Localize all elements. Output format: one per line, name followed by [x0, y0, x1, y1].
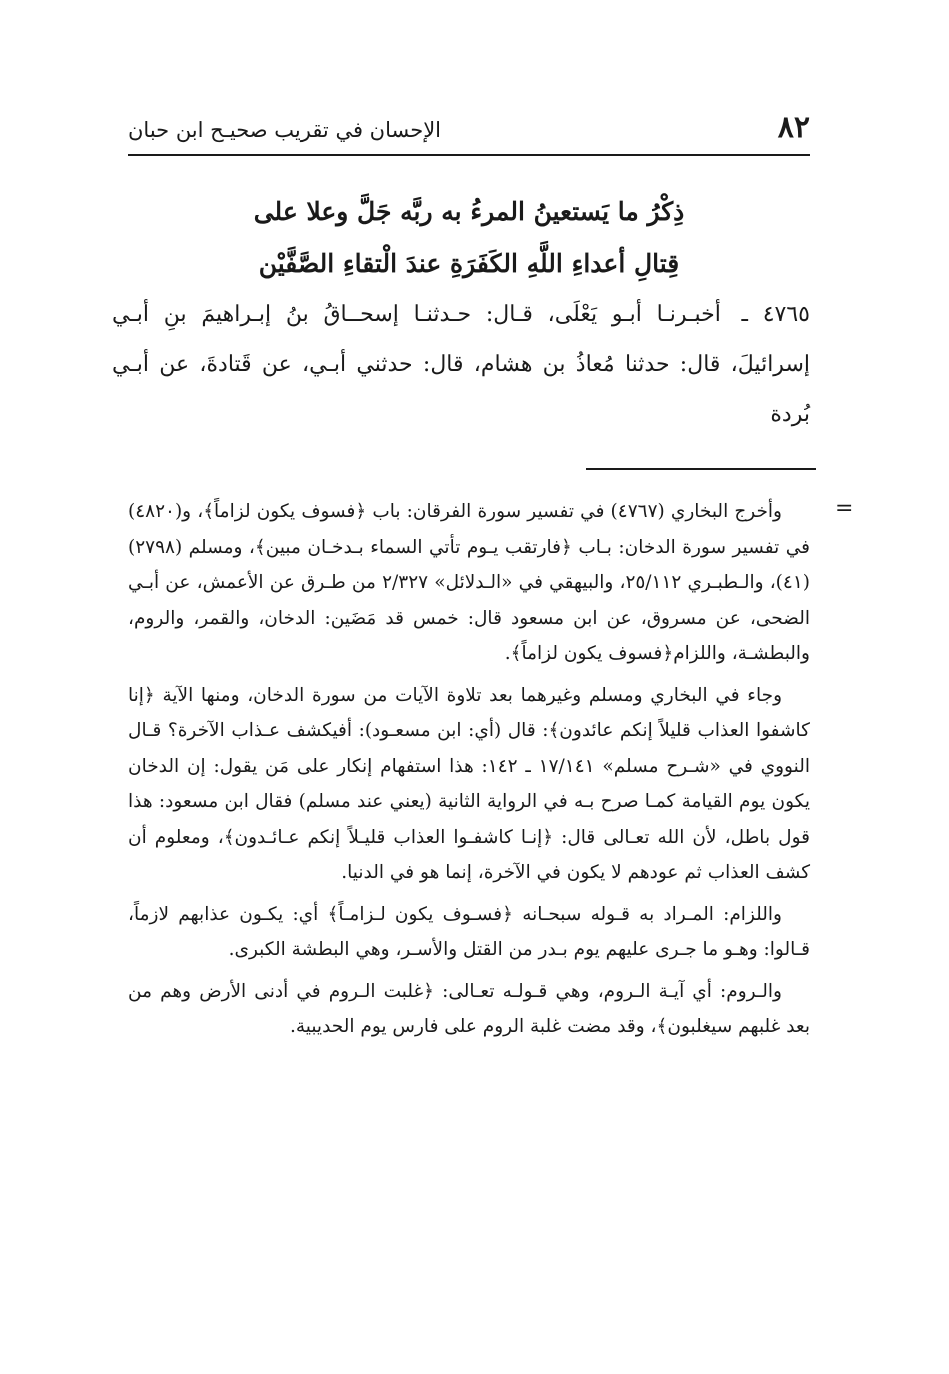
- footnote-paragraph: والـروم: أي آيـة الـروم، وهي قـولـه تعـالى: ﴿غلبت الـروم في أدنى الأرض وهم من بعد غلبهم سيغلبون﴾، وقد مضت غلبة الروم على فارس يوم الحديبية.: [128, 980, 810, 1037]
- hadith-number: ٤٧٦٥ ـ: [741, 302, 810, 327]
- running-title: الإحسان في تقريب صحيـح ابن حبان: [128, 118, 442, 142]
- footnote-paragraph: واللزام: المـراد به قـوله سبحـانه ﴿فسـوف يكون لـزامـاً﴾ أي: يكـون عذابهم لازماً، قـالوا: وهـو ما جـرى عليهم يوم بـدر من القتل والأسـر، وهي البطشة الكبرى.: [128, 903, 810, 960]
- page-number: ٨٢: [777, 110, 810, 145]
- chapter-heading-line-2: قِتالِ أعداءِ اللَّهِ الكَفَرَةِ عندَ الْتقاءِ الصَّفَّيْن: [258, 249, 680, 278]
- footnote-paragraph: وجاء في البخاري ومسلم وغيرهما بعد تلاوة الآيات من سورة الدخان، ومنها الآية ﴿إنا كاشفوا العذاب قليلاً إنكم عائدون﴾: قال (أي: ابن مسعـود): أفيكشف عـذاب الآخرة؟ قـال النووي في «شـرح مسلم» ١٧/١٤١ ـ ١٤٢: هذا استفهام إنكار على مَن يقول: إن الدخان يكون يوم القيامة كمـا صرح بـه في الرواية الثانية (يعني عند مسلم) فقال ابن مسعود: هذا قول باطل، لأن الله تعـالى قال: ﴿إنـا كاشفـوا العذاب قليـلاً إنكم عـائـدون﴾، ومعلوم أن كشف العذاب ثم عودهم لا يكون في الآخرة، إنما هو في الدنيا.: [128, 684, 810, 883]
- footnote-separator: [586, 468, 816, 470]
- header-rule: [128, 154, 810, 156]
- chapter-heading: [128, 186, 810, 290]
- hadith-isnad: أخبـرنـا أبـو يَعْلَى، قـال: حـدثنـا إسحــاقُ بنُ إبـراهيمَ بنِ أبـي إسرائيلَ، قال: حدثنا مُعاذُ بن هشام، قال: حدثني أبـي، عن قَتادةَ، عن أبـي بُردة: [112, 302, 810, 427]
- footnotes: [128, 494, 810, 1051]
- chapter-heading-line-1: ذِكْرُ ما يَستعينُ المرءُ به ربَّه جَلَّ وعلا على: [253, 197, 685, 226]
- hadith-text-block: [112, 290, 810, 440]
- footnote-continuation-mark: =: [835, 496, 854, 521]
- page-header: [128, 110, 810, 154]
- footnote-paragraph: وأخرج البخاري (٤٧٦٧) في تفسير سورة الفرقان: باب ﴿فسوف يكون لزاماً﴾، و(٤٨٢٠) في تفسير سورة الدخان: بـاب ﴿فارتقب يـوم تأتي السماء بـدخـان مبين﴾، ومسلم (٢٧٩٨) (٤١)، والـطبـري ٢٥/١١٢، والبيهقي في «الـدلائل» ٢/٣٢٧ من طـرق عن الأعمش، عن أبـي الضحى، عن مسروق، عن ابن مسعود قال: خمس قد مَضَين: الدخان، والقمر، والروم، والبطشـة، واللزام﴿فسوف يكون لزاماً﴾.: [128, 501, 810, 664]
